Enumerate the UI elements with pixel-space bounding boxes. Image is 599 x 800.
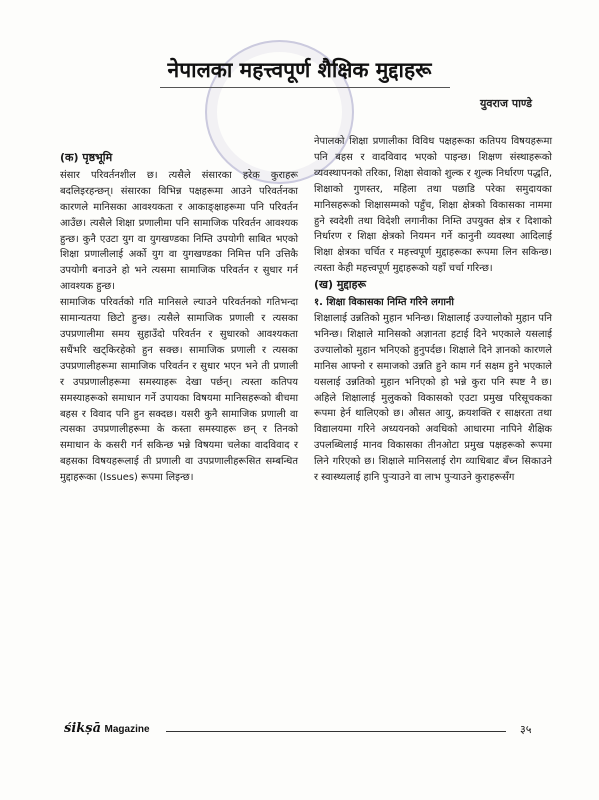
subheading-investment: १. शिक्षा विकासका निम्ति गरिने लगानी	[314, 297, 454, 309]
paragraph: संसार परिवर्तनशील छ। त्यसैले संसारका हरेक कुराहरू बदलिइरहन्छन्। संसारका विभिन्न पक्षहरूमा आउने परिवर्तनका कारणले मानिसका आवश्यकता र आकाङ्क्षाहरूमा पनि परिवर्तन आउँछ। त्यसैले शिक्षा प्रणालीमा पनि सामाजिक परिवर्तन आवश्यक हुन्छ। कुनै एउटा युग वा युगखण्डका निम्ति उपयोगी साबित भएको शिक्षा प्रणालीलाई अर्को युग वा युगखण्डका निमित्त पनि उत्तिकै उपयोगी बनाउने हो भने त्यसमा सामाजिक परिवर्तन र सुधार गर्न आवश्यक हुन्छ।	[60, 169, 298, 293]
paragraph: सामाजिक परिवर्तको गति मानिसले ल्याउने परिवर्तनको गतिभन्दा सामान्यतया छिटो हुन्छ। त्यसैले सामाजिक प्रणाली र त्यसका उपप्रणालीमा समय सुहाउँदो परिवर्तन र सुधारको आवश्यकता सधैंभरि खट्किरहेको हुन सक्छ। सामाजिक प्रणाली र त्यसका उपप्रणालीहरूमा सामाजिक परिवर्तन र सुधार भएन भने ती प्रणाली र उपप्रणालीहरूमा समस्याहरू देखा पर्छन्। त्यस्ता कतिपय समस्याहरूको समाधान गर्ने उपायका विषयमा मानिसहरूको बीचमा बहस र विवाद पनि हुन सक्दछ। यसरी कुनै सामाजिक प्रणाली वा त्यसका उपप्रणालीहरूमा के कस्ता समस्याहरू छन् र तिनको समाधान के कसरी गर्न सकिन्छ भन्ने विषयमा चलेका वादविवाद र बहसका विषयहरूलाई ती प्रणाली वा उपप्रणालीहरूसित सम्बन्धित मुद्दाहरूका (Issues) रूपमा लिइन्छ।	[60, 297, 298, 484]
section-heading-background: (क) पृष्ठभूमि	[60, 151, 113, 164]
paragraph: शिक्षालाई उन्नतिको मुहान भनिन्छ। शिक्षालाई उज्यालोको मुहान पनि भनिन्छ। शिक्षाले मानिसको अज्ञानता हटाई दिने भएकाले यसलाई उज्यालोको मुहान भनिएको हुनुपर्दछ। शिक्षाले दिने ज्ञानको कारणले मानिस आफ्नो र समाजको उन्नति हुने काम गर्न सक्षम हुने भएकाले यसलाई उन्नतिको मुहान भनिएको हो भन्ने कुरा पनि स्पष्ट नै छ। अहिले शिक्षालाई मुलुकको विकासको एउटा प्रमुख परिसूचकका रूपमा हेर्न थालिएको छ। औसत आयु, क्रयशक्ति र साक्षरता तथा विद्यालयमा गरिने अध्ययनको अवधिको आधारमा नापिने शैक्षिक उपलब्धिलाई मानव विकासका तीनओटा प्रमुख पक्षहरूको रूपमा लिने गरिएको छ। शिक्षाले मानिसलाई रोग व्याधिबाट बँच्न सिकाउने र स्वास्थ्यलाई हानि पुऱ्याउने वा लाभ पुऱ्याउने कुराहरूसँग	[314, 312, 552, 484]
article-author: युवराज पाण्डे	[480, 97, 533, 110]
title-underline	[160, 87, 450, 88]
magazine-label: Magazine	[104, 724, 150, 735]
footer-magazine-name	[64, 721, 150, 736]
page-number: ३५	[520, 723, 532, 736]
paragraph-intro: नेपालको शिक्षा प्रणालीका विविध पक्षहरूका कतिपय विषयहरूमा पनि बहस र वादविवाद भएको पाइन्छ। शिक्षण संस्थाहरूको व्यवस्थापनको तरिका, शिक्षा सेवाको शुल्क र शुल्क निर्धारण पद्धति, शिक्षाको गुणस्तर, महिला तथा पछाडि परेका समुदायका मानिसहरूको शिक्षासम्मको पहुँच, शिक्षा क्षेत्रको विकासका नाममा हुने स्वदेशी तथा विदेशी लगानीका निम्ति उपयुक्त क्षेत्र र दिशाको निर्धारण र शिक्षा क्षेत्रको नियमन गर्ने कानुनी व्यवस्था आदिलाई शिक्षा क्षेत्रका चर्चित र महत्त्वपूर्ण मुद्दाहरूका रूपमा लिन सकिन्छ। त्यस्ता केही महत्त्वपूर्ण मुद्दाहरूको यहाँ चर्चा गरिन्छ।	[314, 136, 552, 275]
magazine-brand: śikṣā	[64, 721, 102, 736]
section-heading-issues: (ख) मुद्दाहरू	[314, 278, 367, 292]
right-column	[314, 134, 552, 486]
left-column	[60, 150, 298, 486]
article-title: नेपालका महत्त्वपूर्ण शैक्षिक मुद्दाहरू	[167, 58, 432, 82]
footer-rule	[166, 731, 506, 732]
